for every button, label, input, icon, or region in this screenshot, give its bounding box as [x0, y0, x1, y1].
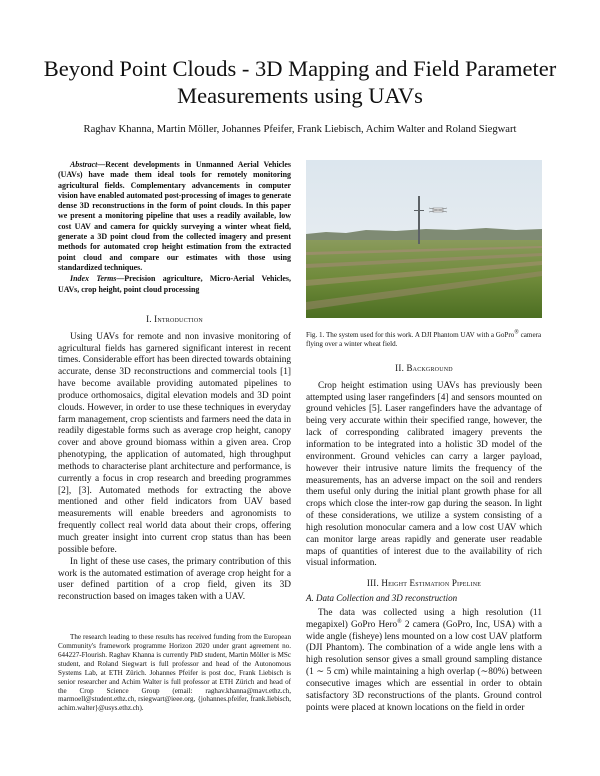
- pipeline-paragraph-reg: ®: [397, 618, 402, 625]
- uav-field-photo: [306, 160, 542, 318]
- figure-uav-photo: [306, 160, 542, 318]
- intro-paragraph-2: In light of these use cases, the primary contribution of this work is the automated estimation of average crop height for a user defined partition of a crop field, given its 3D reconstruction based on images taken with a UAV.: [58, 556, 291, 603]
- index-terms-text: —Precision agriculture, Micro-Aerial Vehicles, UAVs, crop height, point cloud processing: [58, 274, 291, 294]
- abstract: [58, 160, 291, 273]
- figure-caption: [306, 331, 542, 349]
- figure-caption-pre: Fig. 1. The system used for this work. A DJI Phantom UAV with a GoPro: [306, 331, 515, 339]
- funding-footnote: The research leading to these results has received funding from the European Community's framework programme Horizon 2020 under grant agreement no. 644227-Flourish. Raghav Khanna is currently PhD student, Martin Möller is MSc student, and Roland Siegwart is full professor and head of the Autonomous Systems Lab, at ETH Zürich. Johannes Pfeifer is post doc, Frank Liebisch is senior researcher and Achim Walter is full professor at ETH Zürich and head of the Crop Science Group (email: raghav.khanna@mavt.ethz.ch, marmoell@student.ethz.ch, rsiegwart@ieee.org, {johannes.pfeifer, frank.liebisch, achim.walter}@usys.ethz.ch).: [58, 633, 291, 713]
- paper-title: Beyond Point Clouds - 3D Mapping and Field Parameter Measurements using UAVs: [43, 56, 557, 108]
- figure-caption-post: camera flying over a winter wheat field.: [306, 331, 542, 348]
- figure-caption-reg: ®: [514, 329, 519, 336]
- abstract-text: —Recent developments in Unmanned Aerial Vehicles (UAVs) have made them ideal tools for remotely monitoring agricultural fields. Complementary advancements in computer vision have enabled automated post-processing of images to generate dense 3D reconstructions in the form of point clouds. In this paper we present a monitoring pipeline that uses a readily available, low cost UAV and camera for quickly surveying a winter wheat field, generate a 3D point cloud from the collected imagery and present methods for automated crop height estimation from the extracted point cloud and compare our estimates with those using standardized techniques.: [58, 160, 291, 272]
- author-list: Raghav Khanna, Martin Möller, Johannes Pfeifer, Frank Liebisch, Achim Walter and Roland Siegwart: [83, 124, 517, 135]
- index-terms-lead: Index Terms: [70, 274, 117, 284]
- section-heading-introduction: I. Introduction: [146, 313, 203, 324]
- pipeline-paragraph: [306, 608, 542, 715]
- left-column: [58, 160, 291, 713]
- section-heading-pipeline: III. Height Estimation Pipeline: [366, 578, 482, 589]
- background-paragraph: Crop height estimation using UAVs has previously been attempted using laser rangefinders [4] and sensors mounted on ground vehicles [5]. Laser rangefinders have the advantage of being very accurate within their specified range, however, the lack of corresponding calibrated imagery prevents the information to be integrated into a holistic 3D model of the environment. Ground vehicles can carry a larger payload, however their intrusive nature limits the frequency of the measurements, has an adverse impact on the soil and renders them useful only during the initial plant growth phase for all crops which close the inter-row gap during the season. In light of these considerations, we utilize a system consisting of a high resolution monocular camera and a low cost UAV which can monitor large areas rapidly and generate user readable maps of quantities of interest due to the availability of rich visual information.: [306, 380, 542, 569]
- intro-paragraph-1: Using UAVs for remote and non invasive monitoring of agricultural fields has garnered significant interest in recent times. Considerable effort has been directed towards obtaining accurate, dense 3D reconstructions and commercial tools [1] have become available providing automated pipelines to produce orthomosaics, digital elevation models and 3D point clouds. However, in order to use these techniques in everyday farm management, crop scientists and farmers need the data in readily digestable forms such as average crop height, canopy cover and above ground biomass within a given area. Crop phenotyping, the application of automated, high throughput methods to characterise plant architecture and performance, is currently a focus in crop research and breeding programmes [2], [3]. Automated methods for extracting the above mentioned and other field indicators from UAV based measurements will enable breeders and agronomists to frequently collect real world data about their crops, offering much greater insight into current crop status than has been possible before.: [58, 331, 291, 555]
- index-terms: [58, 274, 291, 295]
- pipeline-paragraph-pre: The data was collected using a high resolution (11 megapixel) GoPro Hero: [306, 607, 542, 630]
- section-heading-background: II. Background: [395, 363, 453, 373]
- subsection-heading-data-collection: A. Data Collection and 3D reconstruction: [306, 593, 458, 604]
- pipeline-paragraph-post: 2 camera (GoPro, Inc, USA) with a wide angle (fisheye) lens mounted on a low cost UAV platform (DJI Phantom). The combination of a wide angle lens with a high resolution sensor gives a small ground sampling distance (1 ∼ 5 cm) while maintaining a high overlap (∼80%) between consecutive images which are essential in order to obtain satisfactory 3D reconstructions of the plants. Ground control points were placed at known locations on the field in order: [306, 619, 542, 713]
- abstract-lead: Abstract: [70, 160, 98, 169]
- right-column: [306, 160, 542, 714]
